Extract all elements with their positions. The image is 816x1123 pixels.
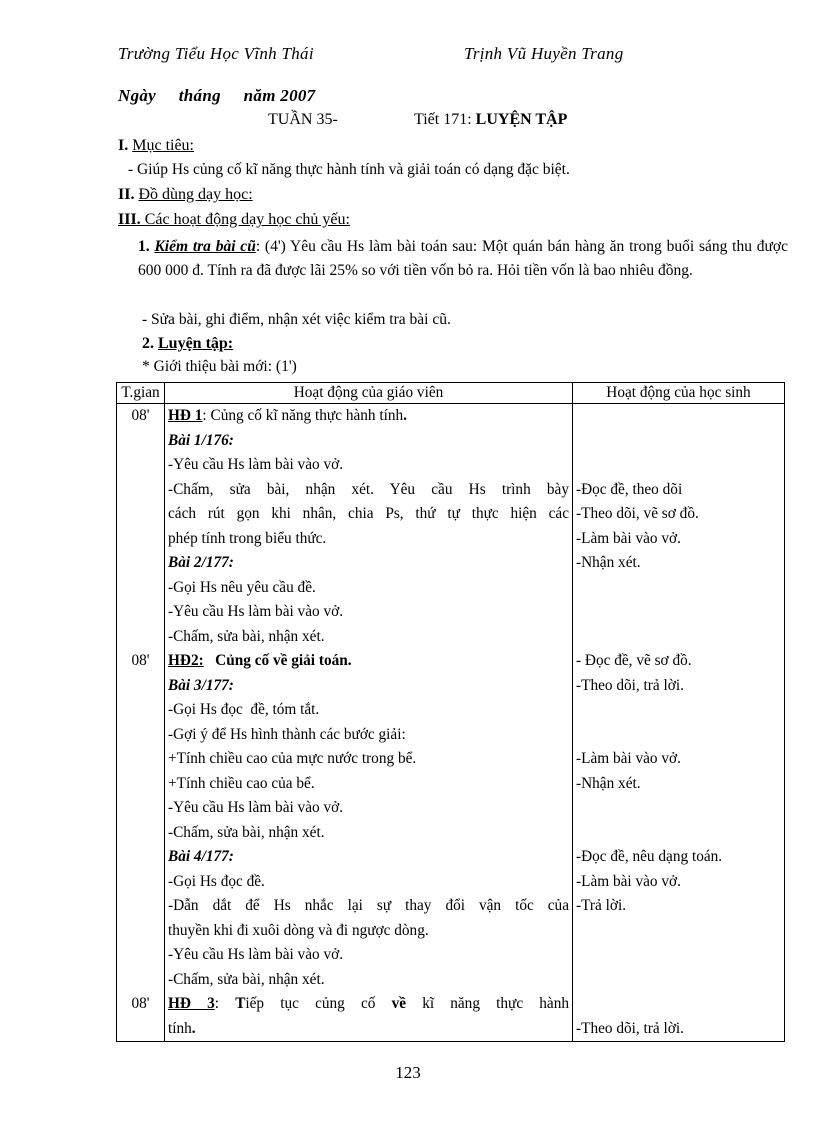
student-line: -Đọc đề, nêu dạng toán. bbox=[576, 848, 723, 865]
time-line bbox=[120, 870, 161, 895]
student-line bbox=[576, 404, 781, 429]
section-objective-num: I. bbox=[118, 137, 133, 154]
practice-title: Luyện tập: bbox=[158, 335, 234, 352]
teacher-line: -Yêu cầu Hs làm bài vào vở. bbox=[168, 456, 344, 473]
lesson-table bbox=[116, 382, 785, 1042]
time-line bbox=[120, 796, 161, 821]
teacher-name: Trịnh Vũ Huyền Trang bbox=[464, 44, 624, 63]
teacher-line: +Tính chiều cao của bể. bbox=[168, 774, 315, 792]
date-line: Ngày tháng năm 2007 bbox=[118, 86, 316, 105]
time-line bbox=[120, 551, 161, 576]
student-line: -Theo dõi, trả lời. bbox=[576, 1019, 684, 1037]
student-line bbox=[576, 796, 781, 821]
teacher-line: -Yêu cầu Hs làm bài vào vở. bbox=[168, 946, 344, 963]
teacher-line: -Chấm, sửa bài, nhận xét. bbox=[168, 627, 325, 645]
time-line bbox=[120, 747, 161, 772]
student-line: -Trả lời. bbox=[576, 897, 627, 914]
table-header-row bbox=[117, 383, 785, 404]
student-line: -Đọc đề, theo dõi bbox=[576, 480, 683, 498]
section-materials bbox=[118, 186, 253, 204]
objective-text: - Giúp Hs củng cố kĩ năng thực hành tính và giải toán có dạng đặc biệt. bbox=[128, 161, 570, 178]
review-num: 1. bbox=[138, 238, 155, 255]
time-line bbox=[120, 625, 161, 650]
student-line bbox=[576, 821, 781, 846]
exercise-label: Bài 4/177: bbox=[168, 848, 234, 865]
teacher-line: tính. bbox=[168, 1019, 196, 1037]
header-teacher: Hoạt động của giáo viên bbox=[165, 383, 573, 404]
section-materials-num: II. bbox=[118, 186, 139, 203]
activity-heading: HĐ2: Củng cố về giải toán. bbox=[168, 652, 352, 669]
page-number: 123 bbox=[395, 1063, 421, 1082]
student-column bbox=[573, 404, 785, 1042]
time-line bbox=[120, 453, 161, 478]
teacher-line: -Gọi Hs đọc đề. bbox=[168, 872, 265, 890]
student-line bbox=[576, 576, 781, 601]
teacher-line: -Chấm, sửa bài, nhận xét. bbox=[168, 970, 325, 988]
header-time: T.gian bbox=[117, 383, 165, 404]
teacher-line: -Yêu cầu Hs làm bài vào vở. bbox=[168, 603, 344, 620]
section-objective bbox=[118, 137, 194, 155]
student-line: -Làm bài vào vở. bbox=[576, 750, 681, 767]
time-line bbox=[120, 919, 161, 944]
student-line bbox=[576, 992, 781, 1017]
review-text: : (4') Yêu cầu Hs làm bài toán sau: Một quán bán hàng ăn trong buổi sáng thu được 600 000 đ. Tính ra đã được lãi 25% so với tiền vốn bỏ ra. Hỏi tiền vốn là bao nhiêu đồng. bbox=[138, 238, 788, 279]
student-line: -Nhận xét. bbox=[576, 774, 641, 792]
time-line bbox=[120, 723, 161, 748]
section-activities-num: III. bbox=[118, 211, 145, 228]
section-materials-title: Đồ dùng dạy học: bbox=[138, 186, 253, 203]
practice-heading bbox=[142, 335, 233, 353]
section-activities bbox=[118, 211, 350, 229]
time-line bbox=[120, 674, 161, 699]
teacher-line: +Tính chiều cao của mực nước trong bể. bbox=[168, 750, 417, 767]
time-line bbox=[120, 698, 161, 723]
student-line bbox=[576, 453, 781, 478]
time-line bbox=[120, 821, 161, 846]
lesson-heading bbox=[414, 111, 567, 129]
lesson-title: LUYỆN TẬP bbox=[475, 111, 568, 128]
lesson-prefix: Tiết 171: bbox=[414, 111, 476, 128]
student-line bbox=[576, 600, 781, 625]
time-line: 08' bbox=[131, 995, 150, 1012]
student-line bbox=[576, 429, 781, 454]
school-name: Trường Tiểu Học Vĩnh Thái bbox=[118, 44, 314, 63]
teacher-line: -Chấm, sửa bài, nhận xét. Yêu cầu Hs trình bày bbox=[168, 480, 569, 498]
section-objective-title: Mục tiêu: bbox=[132, 137, 194, 154]
exercise-label: Bài 2/177: bbox=[168, 554, 234, 571]
student-line: - Đọc đề, vẽ sơ đồ. bbox=[576, 652, 692, 669]
teacher-line: -Chấm, sửa bài, nhận xét. bbox=[168, 823, 325, 841]
teacher-line: thuyền khi đi xuôi dòng và đi ngược dòng. bbox=[168, 921, 429, 939]
time-line bbox=[120, 600, 161, 625]
time-line bbox=[120, 478, 161, 503]
teacher-line: -Yêu cầu Hs làm bài vào vở. bbox=[168, 799, 344, 816]
activity-heading: HĐ 3: Tiếp tục củng cố về kĩ năng thực hành bbox=[168, 995, 569, 1012]
student-line: -Làm bài vào vở. bbox=[576, 872, 681, 890]
time-line bbox=[120, 429, 161, 454]
teacher-line: -Gọi Hs nêu yêu cầu đề. bbox=[168, 578, 316, 596]
student-line bbox=[576, 625, 781, 650]
student-line bbox=[576, 723, 781, 748]
section-activities-title: Các hoạt động dạy học chủ yếu: bbox=[144, 211, 350, 228]
review-followup: - Sửa bài, ghi điểm, nhận xét việc kiểm tra bài cũ. bbox=[142, 311, 451, 328]
teacher-line: -Gọi Hs đọc đề, tóm tắt. bbox=[168, 701, 320, 718]
week-label: TUẦN 35- bbox=[268, 111, 338, 128]
time-line bbox=[120, 527, 161, 552]
student-line: -Theo dõi, vẽ sơ đồ. bbox=[576, 505, 699, 522]
intro-line: * Giới thiệu bài mới: (1') bbox=[142, 358, 297, 375]
time-line bbox=[120, 894, 161, 919]
review-title: Kiểm tra bài cũ bbox=[154, 238, 256, 255]
time-line bbox=[120, 1017, 161, 1042]
review-paragraph bbox=[138, 235, 788, 283]
teacher-column bbox=[165, 404, 573, 1042]
header-student: Hoạt động của học sinh bbox=[573, 383, 785, 404]
activity-heading: HĐ 1: Củng cố kĩ năng thực hành tính. bbox=[168, 407, 407, 424]
student-line: -Nhận xét. bbox=[576, 554, 641, 571]
time-line bbox=[120, 845, 161, 870]
student-line bbox=[576, 698, 781, 723]
exercise-label: Bài 1/176: bbox=[168, 431, 234, 449]
student-line bbox=[576, 943, 781, 968]
time-line bbox=[120, 772, 161, 797]
teacher-line: -Dẫn dắt để Hs nhắc lại sự thay đổi vận tốc của bbox=[168, 897, 569, 914]
student-line: -Làm bài vào vở. bbox=[576, 529, 681, 547]
teacher-line: phép tính trong biểu thức. bbox=[168, 529, 327, 547]
time-line bbox=[120, 576, 161, 601]
student-line bbox=[576, 919, 781, 944]
time-line bbox=[120, 968, 161, 993]
teacher-line: cách rút gọn khi nhân, chia Ps, thứ tự thực hiện các bbox=[168, 505, 569, 522]
time-line bbox=[120, 502, 161, 527]
time-line: 08' bbox=[131, 652, 150, 669]
time-line bbox=[120, 943, 161, 968]
exercise-label: Bài 3/177: bbox=[168, 676, 234, 694]
table-body-row bbox=[117, 404, 785, 1042]
time-line: 08' bbox=[131, 407, 150, 424]
student-line bbox=[576, 968, 781, 993]
practice-num: 2. bbox=[142, 335, 158, 352]
student-line: -Theo dõi, trả lời. bbox=[576, 676, 684, 694]
teacher-line: -Gợi ý để Hs hình thành các bước giải: bbox=[168, 725, 406, 743]
time-column bbox=[117, 404, 165, 1042]
